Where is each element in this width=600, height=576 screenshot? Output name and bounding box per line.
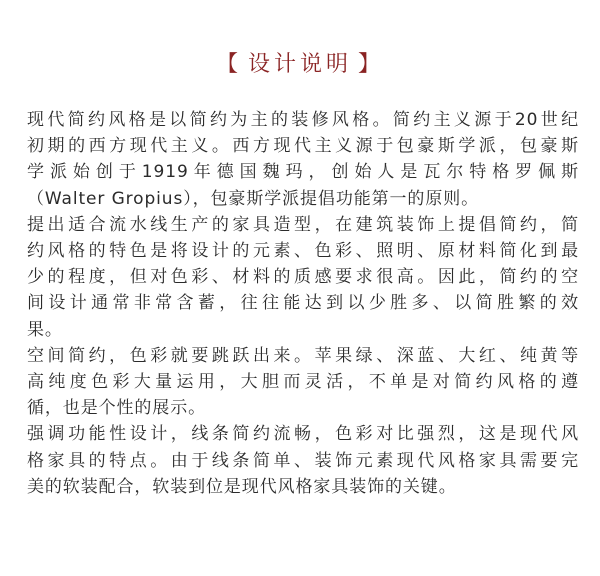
text-line: 间设计通常非常含蓄，往往能达到以少胜多、以简胜繁的效 xyxy=(27,293,579,314)
title-text: 设计说明 xyxy=(247,52,352,77)
paragraph-2 xyxy=(27,212,579,343)
text-line: 格家具的特点。由于线条简单、装饰元素现代风格家具需要完 xyxy=(27,450,579,471)
text-line: 提出适合流水线生产的家具造型，在建筑装饰上提倡简约，简 xyxy=(27,214,579,235)
section-title xyxy=(0,50,600,80)
text-line: 循，也是个性的展示。 xyxy=(27,398,206,419)
text-line: 约风格的特色是将设计的元素、色彩、照明、原材料简化到最 xyxy=(27,241,579,262)
paragraph-3 xyxy=(27,343,579,422)
text-line: 强调功能性设计，线条简约流畅，色彩对比强烈，这是现代风 xyxy=(27,424,579,445)
text-line: 现代简约风格是以简约为主的装修风格。简约主义源于20世纪 xyxy=(27,110,579,130)
title-open-bracket: 【 xyxy=(215,52,242,77)
text-line: 学派始创于1919年德国魏玛，创始人是瓦尔特格罗佩斯 xyxy=(27,162,579,183)
paragraph-1 xyxy=(27,107,579,212)
title-close-bracket: 】 xyxy=(358,52,385,77)
text-line: 少的程度，但对色彩、材料的质感要求很高。因此，简约的空 xyxy=(27,267,579,288)
text-line: 果。 xyxy=(27,319,63,340)
text-line: 高纯度色彩大量运用，大胆而灵活，不单是对简约风格的遵 xyxy=(27,372,579,393)
paragraph-4 xyxy=(27,421,579,500)
description-body xyxy=(27,107,579,500)
text-line: 初期的西方现代主义。西方现代主义源于包豪斯学派，包豪斯 xyxy=(27,136,579,157)
text-line: 空间简约，色彩就要跳跃出来。苹果绿、深蓝、大红、纯黄等 xyxy=(27,345,579,366)
text-line: 美的软装配合，软装到位是现代风格家具装饰的关键。 xyxy=(27,476,457,497)
text-line: （Walter Gropius），包豪斯学派提倡功能第一的原则。 xyxy=(27,188,480,209)
